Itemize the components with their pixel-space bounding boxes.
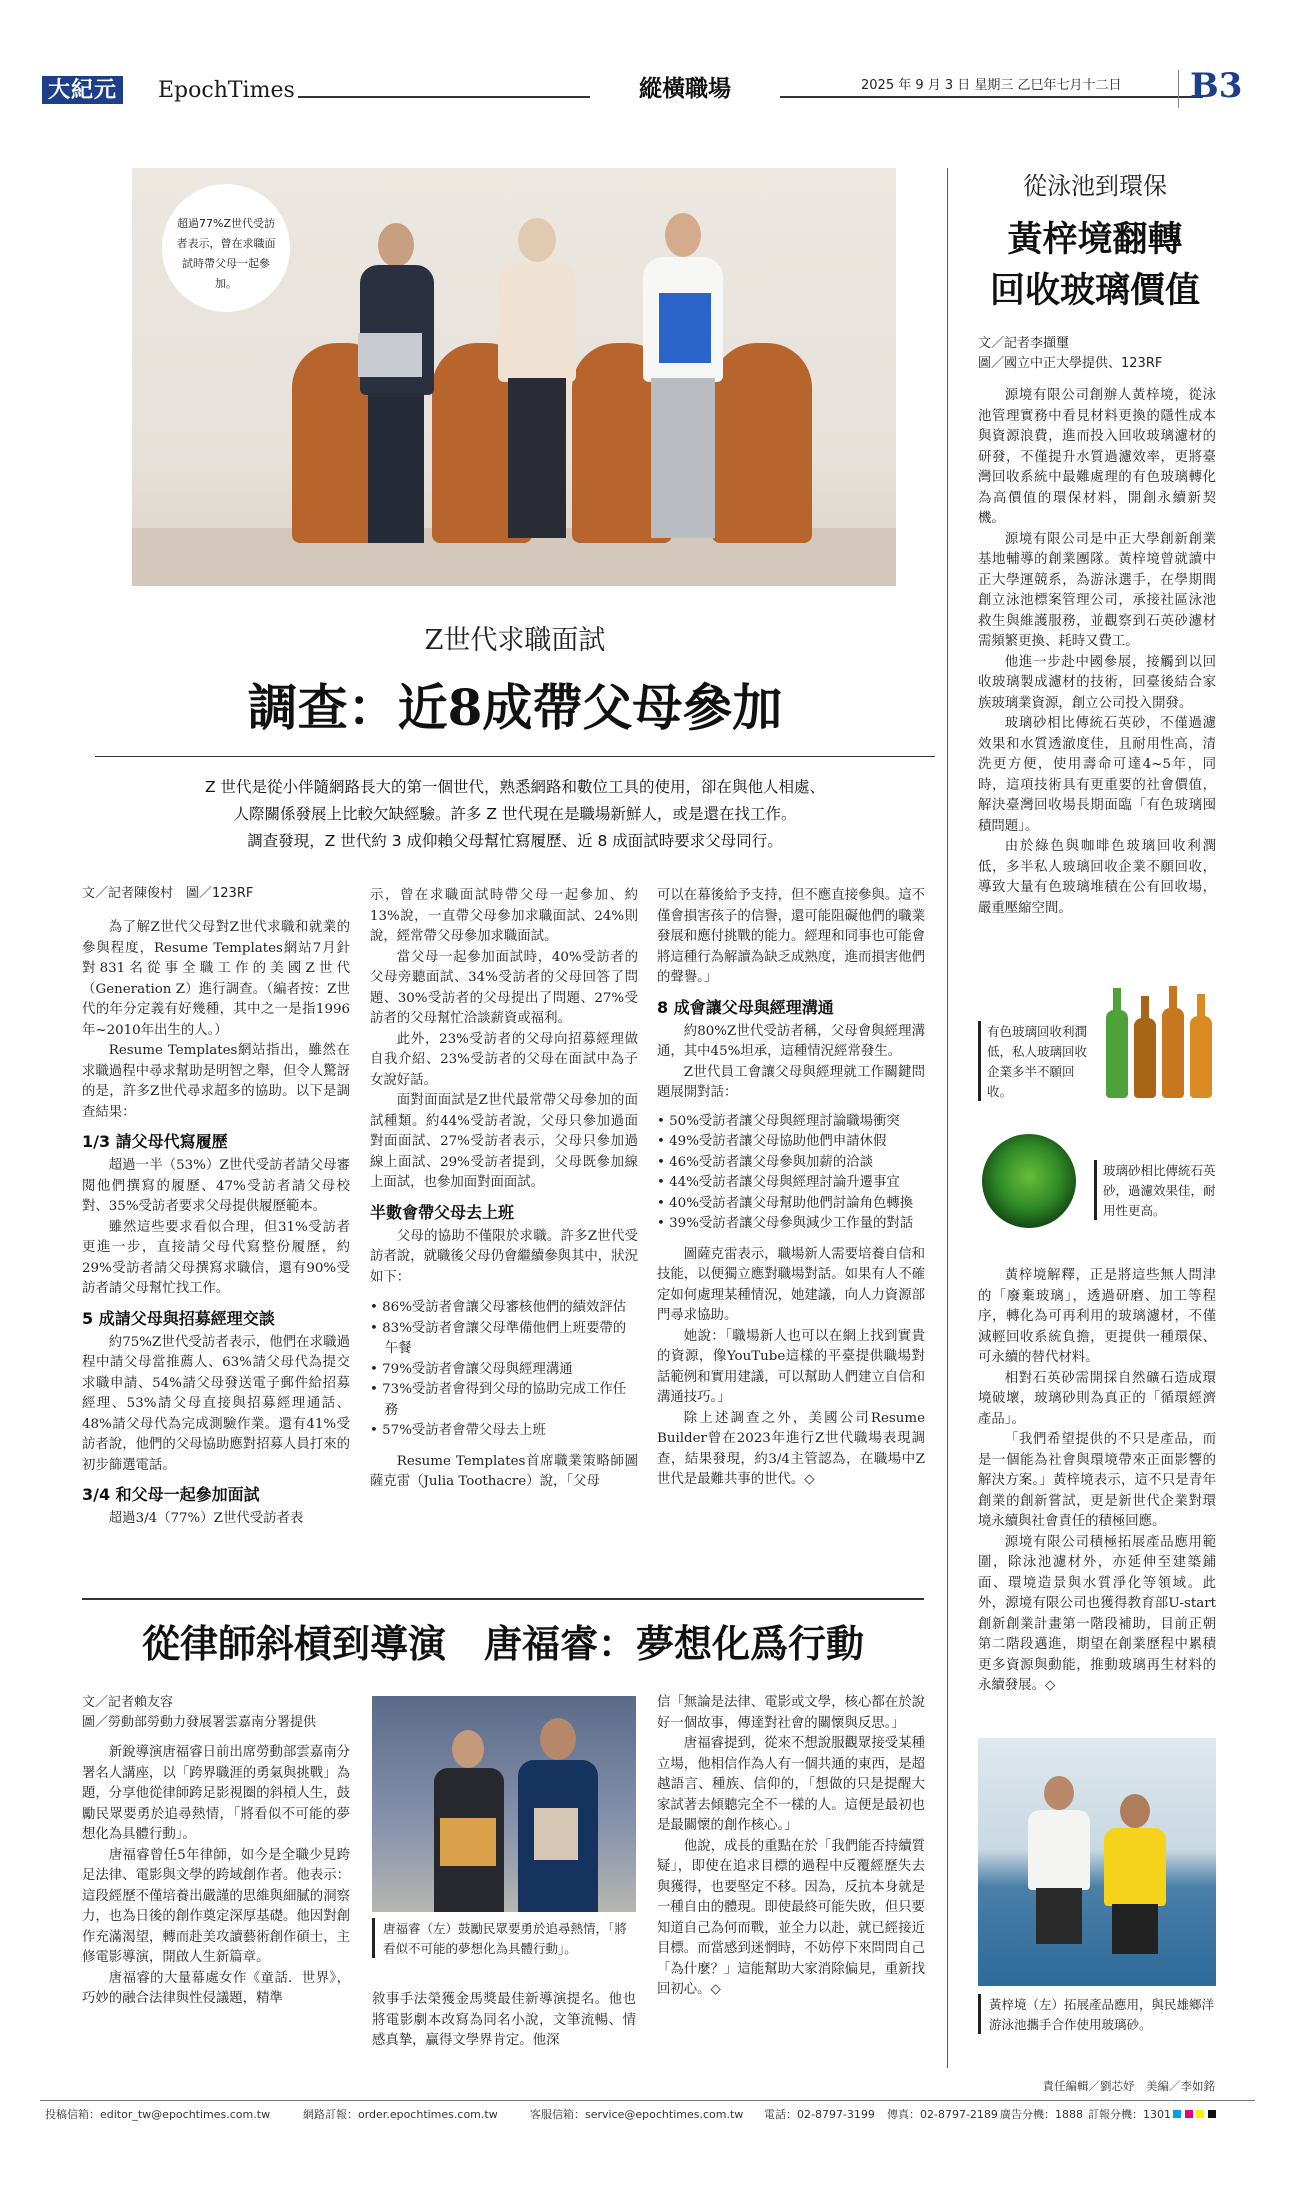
list-item: • 50%受訪者讓父母與經理討論職場衝突: [657, 1112, 925, 1133]
paragraph: 相對石英砂需開採自然礦石造成環境破壞，玻璃砂則為真正的「循環經濟產品」。: [978, 1370, 1216, 1427]
bullet-list: [370, 1298, 638, 1442]
paragraph: 當父母一起參加面試時，40%受訪者的父母旁聽面試、34%受訪者的父母回答了問題、30%受訪者的父母提出了問題、27%受訪者的父母幫忙洽談薪資或福利。: [370, 949, 638, 1026]
second-headline: 從律師斜槓到導演 唐福睿：夢想化爲行動: [141, 1621, 864, 1666]
paragraph: 他說，成長的重點在於「我們能否持續質疑」，即使在追求目標的過程中反覆經歷失去與獲得，也要堅定不移。因為，反抗本身就是一種自由的體現。即使最終可能失敗，但只要知道自己為何而戰，並全力以赴，就已經接近目標。而當感到迷惘時，不妨停下來問問自己「為什麼？」這能幫助大家消除偏見，重新找回初心。◇: [657, 1838, 925, 1997]
swatch-yellow: [1196, 2110, 1204, 2118]
paragraph: 唐福睿的大量幕處女作《童話．世界》，巧妙的融合法律與性侵議題，精準: [82, 1970, 350, 2006]
footer-ad: 廣告分機：1888: [1000, 2108, 1083, 2121]
bottles-caption: 有色玻璃回收利潤低，私人玻璃回收企業多半不願回收。: [978, 1021, 1090, 1101]
sidebar-headline-1: 黃梓境翻轉: [1007, 219, 1183, 260]
paragraph: 雖然這些要求看似合理，但31%受訪者更進一步，直接請父母代寫整份履歷，約29%受訪者請父母撰寫求職信，還有90%受訪者請父母幫忙找工作。: [82, 1219, 350, 1296]
paragraph: 面對面面試是Z世代最常帶父母參加的面試種類。約44%受訪者說，父母只參加過面對面面試、27%受訪者表示，父母只參加過線上面試、29%受訪者提到，父母既參加線上面試，也參加面對面面試。: [370, 1093, 638, 1190]
paragraph: 父母的協助不僅限於求職。許多Z世代受訪者說，就職後父母仍會繼續參與其中，狀況如下：: [370, 1228, 638, 1285]
subheading: 半數會帶父母去上班: [370, 1202, 515, 1222]
article-col-2: [370, 886, 638, 1493]
divider: [1178, 70, 1179, 108]
paragraph: 圖薩克雷表示，職場新人需要培養自信和技能，以便獨立應對職場對話。如果有人不確定如何處理某種情況，她建議，向人力資源部門尋求協助。: [657, 1246, 925, 1323]
sidebar-kicker: 從泳池到環保: [1023, 172, 1167, 200]
subheading: 8 成會讓父母與經理溝通: [657, 997, 834, 1017]
paragraph: 唐福睿曾任5年律師，如今是全職少見跨足法律、電影與文學的跨域創作者。他表示：這段經歷不僅培養出嚴謹的思維與細膩的洞察力，也為日後的創作奠定深厚基礎。他因對創作充滿渴望，轉而赴美攻讀藝術創作碩士，主修電影導演，開啟人生新篇章。: [82, 1847, 350, 1965]
second-col-1: [82, 1693, 350, 2010]
sand-caption: 玻璃砂相比傳統石英砂，過濾效果佳，耐用性更高。: [1094, 1160, 1224, 1220]
article-col-3: [657, 886, 925, 1491]
list-item: • 39%受訪者讓父母參與減少工作量的對話: [657, 1214, 925, 1235]
logo-cn: 大紀元: [48, 77, 118, 103]
section-title: 縱橫職場: [590, 70, 780, 103]
paragraph: 除上述調查之外，美國公司Resume Builder曾在2023年進行Z世代職場表現調查，結果發現，約3/4主管認為，在職場中Z世代是最難共事的世代。◇: [657, 1410, 925, 1487]
list-item: • 86%受訪者會讓父母審核他們的績效評估: [370, 1298, 638, 1319]
paragraph: 玻璃砂相比傳統石英砂，不僅過濾效果和水質透澈度佳，且耐用性高，清洗更方便，使用壽命可達4~5年，同時，這項技術具有更重要的社會價值，解決臺灣回收場長期面臨「有色玻璃囤積問題」。: [978, 716, 1216, 834]
paragraph: 源境有限公司創辦人黃梓境，從泳池管理實務中看見材料更換的隱性成本與資源浪費，進而投入回收玻璃濾材的研發，不僅提升水質過濾效率，更將臺灣回收系統中最難處理的有色玻璃轉化為高價值的環保材料，開創永續新契機。: [978, 388, 1216, 526]
person-suit: [352, 223, 442, 543]
person-white-shirt: [1028, 1776, 1090, 1986]
swatch-cyan: [1173, 2110, 1181, 2118]
paragraph: 約75%Z世代受訪者表示，他們在求職過程中請父母當推薦人、63%請父母代為提交求職申請、54%請父母發送電子郵件給招募經理、53%請父母直接與招募經理通話、48%請父母代為完成測驗作業。還有41%受訪者說，他們的父母協助應對招募人員打來的初步篩選電話。: [82, 1334, 350, 1473]
paragraph: 唐福睿提到，從來不想說服觀眾接受某種立場，他相信作為人有一個共通的東西，是超越語言、種族、信仰的，「想做的只是提醒大家試著去傾聽完全不一樣的人。這便是最初也是最關懷的創作核心。」: [657, 1736, 925, 1833]
article-col-1: [82, 884, 350, 1530]
paragraph: 為了解Z世代父母對Z世代求職和就業的參與程度，Resume Templates網站7月針對831名從事全職工作的美國Z世代（Generation Z）進行調查。（編者按：Z世代的年分定義有好幾種，其中之一是指1996年~2010年出生的人。）: [82, 920, 350, 1038]
person-young-man: [637, 213, 732, 548]
pool-photo: [978, 1738, 1216, 1986]
sidebar-headline-2: 回收玻璃價值: [989, 270, 1200, 311]
footer-sub: 訂報分機：1301: [1088, 2108, 1171, 2121]
logo-en: EpochTimes: [158, 78, 295, 103]
paragraph: 源境有限公司是中正大學創新創業基地輔導的創業團隊。黃梓境曾就讀中正大學運競系，為游泳選手，在學期間創立泳池標案管理公司，承接社區泳池救生與維護服務，並觀察到石英砂濾材需頻繁更換、耗時又費工。: [978, 531, 1216, 649]
lede-line-1: Z 世代是從小伴隨網路長大的第一個世代，熟悉網路和數位工具的使用，卻在與他人相處、: [204, 778, 826, 796]
paragraph: 超過3/4（77%）Z世代受訪者表: [108, 1511, 304, 1526]
paragraph: 敘事手法榮獲金馬獎最佳新導演提名。他也將電影劇本改寫為同名小說，文筆流暢、情感真摯，贏得文學界肯定。他深: [372, 1992, 636, 2048]
list-item: • 44%受訪者讓父母與經理討論升遷事宜: [657, 1173, 925, 1194]
list-item: • 73%受訪者會得到父母的協助完成工作任務: [370, 1380, 638, 1421]
paragraph: Resume Templates首席職業策略師圖薩克雷（Julia Toothacre）說，「父母: [370, 1453, 638, 1489]
footer: [45, 2106, 1260, 2124]
list-item: • 57%受訪者會帶父母去上班: [370, 1421, 638, 1442]
list-item: • 83%受訪者會讓父母準備他們上班要帶的午餐: [370, 1319, 638, 1360]
person-left: [434, 1730, 504, 1912]
footer-fax: 傳真：02-8797-2189: [887, 2108, 998, 2121]
subheading: 3/4 和父母一起參加面試: [82, 1485, 260, 1504]
paragraph: 源境有限公司積極拓展產品應用範圍，除泳池濾材外，亦延伸至建築鋪面、環境造景與水質淨化等領域。此外，源境有限公司也獲得教育部U-start創新創業計畫第一階段補助，目前正朝第二階段邁進，期望在創業歷程中累積更多資源與動能，推動玻璃再生材料的永續發展。◇: [978, 1534, 1216, 1693]
paragraph: 由於綠色與咖啡色玻璃回收利潤低，多半私人玻璃回收企業不願回收，導致大量有色玻璃堆積在公有回收場，嚴重壓縮空間。: [978, 839, 1216, 916]
list-item: • 40%受訪者讓父母幫助他們討論角色轉換: [657, 1194, 925, 1215]
director-photo-caption: 唐福睿（左）鼓勵民眾要勇於追尋熱情，「將看似不可能的夢想化為具體行動」。: [372, 1918, 636, 1958]
footer-submit: 投稿信箱：editor_tw@epochtimes.com.tw: [45, 2108, 271, 2121]
subheading: 1/3 請父母代寫履歷: [82, 1132, 228, 1151]
sidebar-text-bottom: [978, 1266, 1216, 1697]
masthead: [40, 66, 1255, 120]
glass-bottles-image: [1100, 982, 1224, 1102]
list-item: • 79%受訪者會讓父母與經理溝通: [370, 1360, 638, 1381]
byline: 文／記者陳俊村 圖／123RF: [82, 886, 254, 901]
byline: 圖／勞動部勞動力發展署雲嘉南分署提供: [82, 1715, 317, 1730]
glass-sand-image: [982, 1134, 1076, 1228]
footer-rule: [40, 2100, 1255, 2101]
paragraph: 示，曾在求職面試時帶父母一起參加、約13%說，一直帶父母參加求職面試、24%則說，經常帶父母參加求職面試。: [370, 888, 638, 944]
person-right: [518, 1718, 598, 1912]
footer-service: 客服信箱：service@epochtimes.com.tw: [530, 2108, 744, 2121]
swatch-magenta: [1185, 2110, 1193, 2118]
second-col-3: [657, 1693, 925, 2001]
person-yellow-shirt: [1104, 1794, 1166, 1984]
byline: 文／記者李擷璽: [978, 336, 1070, 351]
article-headline: 調查：近8成帶父母參加: [247, 678, 783, 737]
paragraph: 此外，23%受訪者的父母向招募經理做自我介紹、23%受訪者的父母在面試中為子女說好話。: [370, 1031, 638, 1088]
issue-date: 2025 年 9 月 3 日 星期三 乙巳年七月十二日: [855, 74, 1122, 93]
paragraph: 可以在幕後給予支持，但不應直接參與。這不僅會損害孩子的信譽，還可能阻礙他們的職業發展和應付挑戰的能力。經理和同事也可能會將這種行為解讀為缺乏成熟度，進而損害他們的聲譽。」: [657, 888, 925, 985]
paragraph: 約80%Z世代受訪者稱，父母會與經理溝通，其中45%坦承，這種情況經常發生。: [657, 1023, 925, 1059]
epoch-times-logo: [42, 76, 123, 104]
sidebar-text-top: [978, 334, 1216, 919]
interview-waiting-photo: [132, 168, 896, 586]
second-col-2: [372, 1990, 636, 2052]
paragraph: 他進一步赴中國參展，接觸到以回收玻璃製成濾材的技術，回臺後結合家族玻璃業資源，創立公司投入開發。: [978, 654, 1216, 711]
bullet-list: [657, 1112, 925, 1235]
photo-badge: 超過77%Z世代受訪者表示，曾在求職面試時帶父母一起參加。: [162, 184, 290, 312]
person-older-woman: [492, 218, 582, 543]
list-item: • 49%受訪者讓父母協助他們申請休假: [657, 1132, 925, 1153]
byline: 圖／國立中正大學提供、123RF: [978, 356, 1163, 371]
footer-order: 網路訂報：order.epochtimes.com.tw: [303, 2108, 498, 2121]
subheading: 5 成請父母與招募經理交談: [82, 1308, 275, 1328]
paragraph: Resume Templates網站指出，雖然在求職過程中尋求幫助是明智之舉，但令人驚訝的是，許多Z世代尋求超多的協助。以下是調查結果：: [82, 1043, 350, 1120]
cmyk-registration-marks: [1173, 2108, 1216, 2121]
lede-line-3: 調查發現，Z 世代約 3 成仰賴父母幫忙寫履歷、近 8 成面試時要求父母同行。: [247, 832, 783, 850]
paragraph: 她說：「職場新人也可以在網上找到實貴的資源，像YouTube這樣的平臺提供職場對話範例和實用建議，可以幫助人們建立自信和溝通技巧。」: [657, 1328, 925, 1405]
lede-line-2: 人際關係發展上比較欠缺經驗。許多 Z 世代現在是職場新鮮人，或是還在找工作。: [233, 805, 797, 823]
paragraph: 信「無論是法律、電影或文學，核心都在於說好一個故事，傳達對社會的關懷與反思。」: [657, 1695, 925, 1731]
paragraph: 黃梓境解釋，正是將這些無人問津的「廢棄玻璃」，透過研磨、加工等程序，轉化為可再利用的玻璃濾材，不僅減輕回收系統負擔，更提供一種環保、可永續的替代材料。: [978, 1268, 1216, 1365]
lede: [95, 774, 935, 855]
director-photo: [372, 1696, 636, 1912]
page-number: B3: [1190, 66, 1243, 106]
pool-photo-caption: 黃梓境（左）拓展產品應用，與民雄鄉洋游泳池攜手合作使用玻璃砂。: [978, 1994, 1216, 2034]
list-item: • 46%受訪者讓父母參與加薪的洽談: [657, 1153, 925, 1174]
footer-phone: 電話：02-8797-3199: [764, 2108, 875, 2121]
article-kicker: Z世代求職面試: [424, 625, 606, 656]
paragraph: 超過一半（53%）Z世代受訪者請父母審閱他們撰寫的履歷、47%受訪者請父母校對、35%受訪者要求父母提供履歷範本。: [82, 1158, 350, 1214]
paragraph: Z世代員工會讓父母與經理就工作關鍵問題展開對話：: [657, 1064, 925, 1100]
column-divider: [947, 168, 948, 2068]
editor-credits: 責任編輯／劉芯妤 美編／李如銘: [1042, 2079, 1215, 2093]
paragraph: 新銳導演唐福睿日前出席勞動部雲嘉南分署名人講座，以「跨界職涯的勇氣與挑戰」為題，分享他從律師跨足影視圈的斜槓人生，鼓勵民眾要勇於追尋熱情，「將看似不可能的夢想化為具體行動」。: [82, 1745, 350, 1842]
paragraph: 「我們希望提供的不只是產品，而是一個能為社會與環境帶來正面影響的解決方案。」黃梓境表示，這不只是青年創業的創新嘗試，更是新世代企業對環境永續與社會責任的積極回應。: [978, 1432, 1216, 1529]
swatch-black: [1208, 2110, 1216, 2118]
byline: 文／記者賴友容: [82, 1695, 174, 1710]
headline-rule: [95, 756, 935, 757]
section-rule: [82, 1598, 924, 1600]
